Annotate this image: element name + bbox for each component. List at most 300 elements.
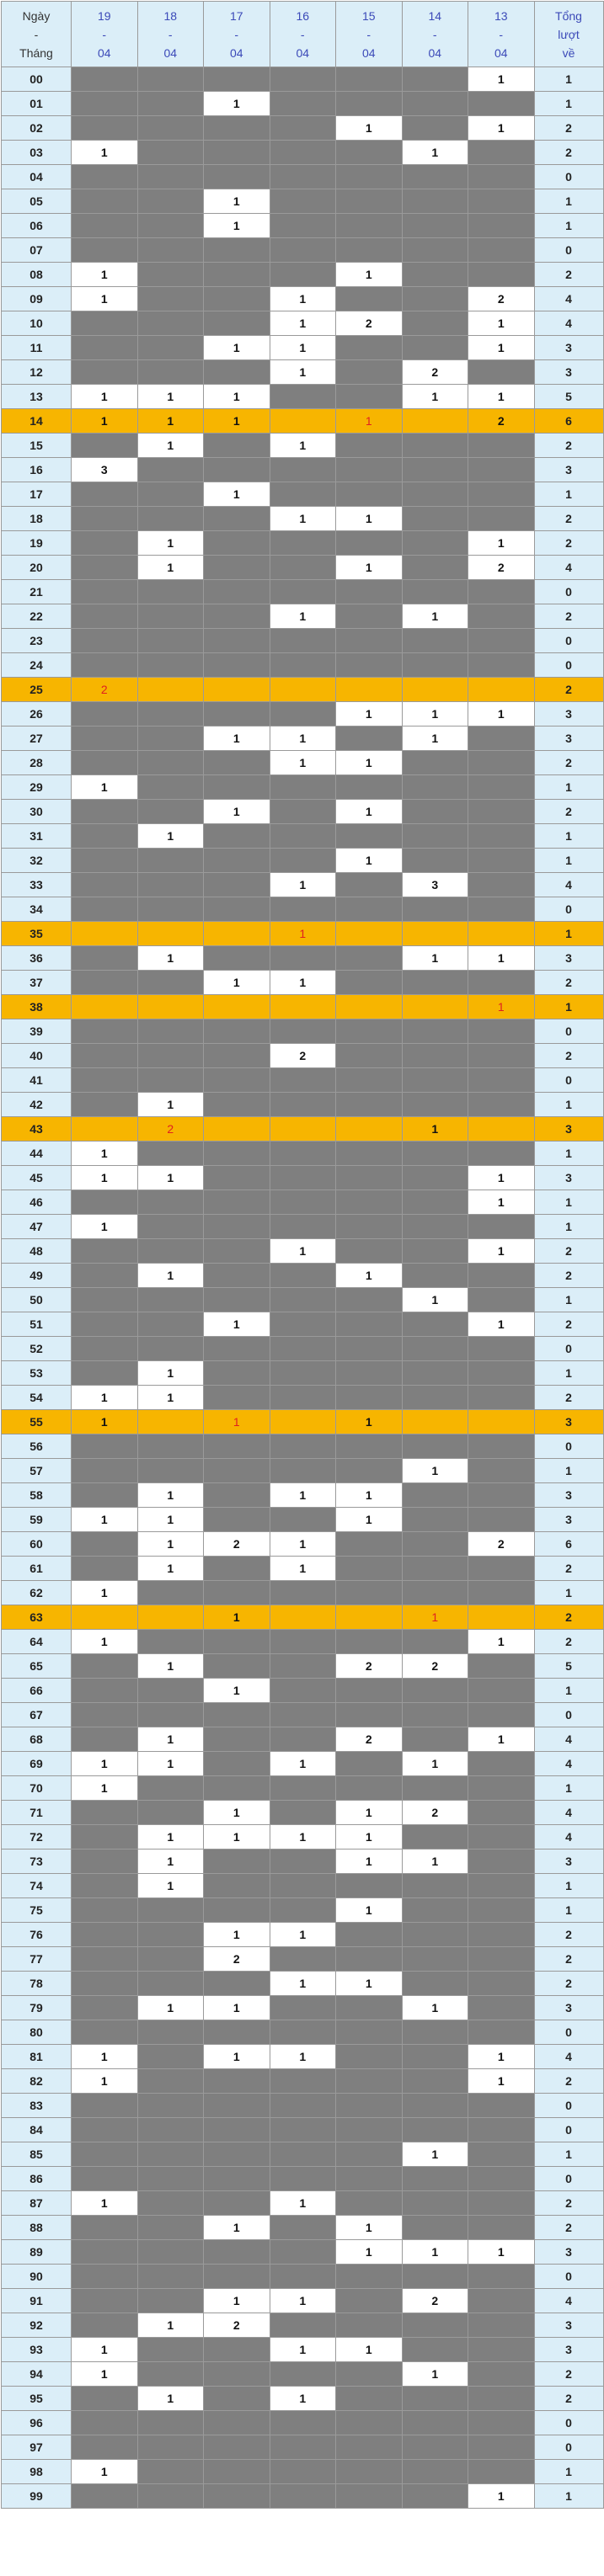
empty-cell [402, 1630, 468, 1654]
row-number-label: 05 [2, 189, 72, 214]
empty-cell [137, 311, 204, 336]
empty-cell [72, 336, 138, 360]
empty-cell [137, 214, 204, 238]
empty-cell [204, 263, 270, 287]
count-cell: 2 [137, 1117, 204, 1142]
count-cell: 1 [402, 2362, 468, 2387]
count-cell: 1 [204, 1312, 270, 1337]
table-row [2, 2167, 604, 2191]
count-cell: 1 [336, 1825, 403, 1850]
empty-cell [270, 1581, 336, 1605]
total-cell: 1 [534, 1459, 603, 1483]
empty-cell [270, 678, 336, 702]
empty-cell [204, 2338, 270, 2362]
count-cell: 1 [137, 1264, 204, 1288]
empty-cell [402, 2020, 468, 2045]
table-row [2, 1996, 604, 2020]
empty-cell [468, 1386, 535, 1410]
empty-cell [204, 1727, 270, 1752]
row-number-label: 90 [2, 2265, 72, 2289]
table-row [2, 507, 604, 531]
count-cell: 1 [72, 2338, 138, 2362]
empty-cell [72, 214, 138, 238]
empty-cell [270, 2435, 336, 2460]
empty-cell [402, 1410, 468, 1434]
empty-cell [270, 800, 336, 824]
empty-cell [72, 92, 138, 116]
row-number-label: 37 [2, 971, 72, 995]
empty-cell [336, 1923, 403, 1947]
day-column-header [468, 2, 535, 67]
row-number-label: 60 [2, 1532, 72, 1557]
empty-cell [72, 2240, 138, 2265]
header-month: 04 [296, 45, 310, 60]
empty-cell [270, 1996, 336, 2020]
empty-cell [72, 482, 138, 507]
row-number-label: 04 [2, 165, 72, 189]
count-cell: 1 [137, 2387, 204, 2411]
day-column-header [270, 2, 336, 67]
row-number-label: 36 [2, 946, 72, 971]
total-cell: 1 [534, 1874, 603, 1898]
count-cell: 1 [204, 1825, 270, 1850]
empty-cell [468, 1703, 535, 1727]
total-cell: 2 [534, 1947, 603, 1972]
empty-cell [402, 2313, 468, 2338]
day-column-header [137, 2, 204, 67]
row-number-label: 17 [2, 482, 72, 507]
table-row [2, 165, 604, 189]
count-cell: 1 [270, 1923, 336, 1947]
count-cell: 1 [336, 1898, 403, 1923]
empty-cell [270, 1142, 336, 1166]
empty-cell [72, 1557, 138, 1581]
total-cell: 1 [534, 67, 603, 92]
empty-cell [137, 1337, 204, 1361]
empty-cell [72, 1923, 138, 1947]
count-cell: 1 [270, 1557, 336, 1581]
empty-cell [468, 1068, 535, 1093]
total-cell: 1 [534, 775, 603, 800]
empty-cell [336, 458, 403, 482]
empty-cell [336, 775, 403, 800]
total-cell: 1 [534, 1679, 603, 1703]
count-cell: 1 [270, 287, 336, 311]
count-cell: 1 [137, 385, 204, 409]
empty-cell [402, 287, 468, 311]
total-cell: 3 [534, 726, 603, 751]
empty-cell [336, 2289, 403, 2313]
total-cell: 0 [534, 2094, 603, 2118]
empty-cell [270, 2142, 336, 2167]
total-cell: 3 [534, 1483, 603, 1508]
empty-cell [402, 189, 468, 214]
empty-cell [468, 849, 535, 873]
empty-cell [402, 1264, 468, 1288]
total-cell: 2 [534, 1557, 603, 1581]
count-cell: 1 [270, 971, 336, 995]
empty-cell [336, 1044, 403, 1068]
empty-cell [402, 2118, 468, 2142]
empty-cell [468, 1264, 535, 1288]
empty-cell [137, 580, 204, 604]
count-cell: 1 [336, 1972, 403, 1996]
empty-cell [402, 922, 468, 946]
header-dash: - [432, 27, 437, 41]
empty-cell [336, 604, 403, 629]
table-row [2, 214, 604, 238]
empty-cell [468, 2387, 535, 2411]
row-number-label: 87 [2, 2191, 72, 2216]
empty-cell [270, 1605, 336, 1630]
total-cell: 0 [534, 1703, 603, 1727]
table-row [2, 1093, 604, 1117]
empty-cell [468, 2313, 535, 2338]
empty-cell [137, 678, 204, 702]
header-month: 04 [163, 45, 178, 60]
total-cell: 2 [534, 507, 603, 531]
empty-cell [270, 897, 336, 922]
count-cell: 1 [72, 263, 138, 287]
count-cell: 1 [204, 726, 270, 751]
table-row [2, 1703, 604, 1727]
empty-cell [270, 1215, 336, 1239]
empty-cell [402, 1068, 468, 1093]
empty-cell [336, 2362, 403, 2387]
empty-cell [336, 897, 403, 922]
empty-cell [270, 1386, 336, 1410]
table-row [2, 2191, 604, 2216]
table-row [2, 1434, 604, 1459]
empty-cell [270, 1361, 336, 1386]
empty-cell [270, 946, 336, 971]
empty-cell [204, 2094, 270, 2118]
empty-cell [402, 507, 468, 531]
empty-cell [402, 751, 468, 775]
total-cell: 0 [534, 2435, 603, 2460]
row-number-label: 29 [2, 775, 72, 800]
empty-cell [468, 2020, 535, 2045]
total-cell: 1 [534, 1898, 603, 1923]
empty-cell [468, 507, 535, 531]
table-row [2, 1898, 604, 1923]
header-day: 17 [229, 8, 243, 23]
empty-cell [270, 189, 336, 214]
total-cell: 0 [534, 1068, 603, 1093]
empty-cell [204, 2265, 270, 2289]
empty-cell [468, 434, 535, 458]
count-cell: 1 [270, 507, 336, 531]
table-row [2, 2094, 604, 2118]
count-cell: 1 [72, 1508, 138, 1532]
empty-cell [402, 67, 468, 92]
row-number-label: 08 [2, 263, 72, 287]
empty-cell [336, 1874, 403, 1898]
table-row [2, 287, 604, 311]
row-number-label: 70 [2, 1776, 72, 1801]
table-row [2, 2265, 604, 2289]
total-cell: 3 [534, 1996, 603, 2020]
count-cell: 1 [72, 2191, 138, 2216]
empty-cell [468, 2265, 535, 2289]
row-number-label: 73 [2, 1850, 72, 1874]
empty-cell [204, 1434, 270, 1459]
table-row [2, 1679, 604, 1703]
count-cell: 1 [270, 1532, 336, 1557]
empty-cell [204, 1093, 270, 1117]
empty-cell [270, 1166, 336, 1190]
empty-cell [72, 1019, 138, 1044]
table-row [2, 263, 604, 287]
empty-cell [402, 2265, 468, 2289]
empty-cell [468, 2435, 535, 2460]
count-cell: 1 [204, 1923, 270, 1947]
empty-cell [468, 824, 535, 849]
empty-cell [270, 1776, 336, 1801]
total-cell: 5 [534, 385, 603, 409]
empty-cell [204, 287, 270, 311]
empty-cell [72, 1801, 138, 1825]
empty-cell [336, 1752, 403, 1776]
total-cell: 0 [534, 897, 603, 922]
empty-cell [204, 849, 270, 873]
count-cell: 2 [402, 2289, 468, 2313]
empty-cell [402, 1142, 468, 1166]
day-column-header [336, 2, 403, 67]
empty-cell [137, 1776, 204, 1801]
empty-cell [137, 1239, 204, 1264]
empty-cell [402, 1434, 468, 1459]
empty-cell [72, 1898, 138, 1923]
table-row [2, 751, 604, 775]
header-dash: - [168, 27, 173, 41]
empty-cell [270, 1898, 336, 1923]
total-cell: 4 [534, 1727, 603, 1752]
total-cell: 1 [534, 824, 603, 849]
empty-cell [336, 1776, 403, 1801]
empty-cell [468, 482, 535, 507]
table-row [2, 1850, 604, 1874]
empty-cell [270, 482, 336, 507]
table-row [2, 995, 604, 1019]
empty-cell [270, 2411, 336, 2435]
empty-cell [72, 1483, 138, 1508]
empty-cell [468, 922, 535, 946]
count-cell: 1 [137, 1996, 204, 2020]
empty-cell [72, 2435, 138, 2460]
row-number-label: 03 [2, 141, 72, 165]
empty-cell [468, 604, 535, 629]
empty-cell [468, 1215, 535, 1239]
empty-cell [270, 580, 336, 604]
total-cell: 1 [534, 1361, 603, 1386]
empty-cell [336, 1215, 403, 1239]
empty-cell [402, 1776, 468, 1801]
count-cell: 1 [336, 507, 403, 531]
empty-cell [468, 2167, 535, 2191]
header-day: 13 [494, 8, 508, 23]
count-cell: 1 [468, 2484, 535, 2509]
empty-cell [270, 1508, 336, 1532]
count-cell: 1 [402, 946, 468, 971]
total-cell: 3 [534, 946, 603, 971]
count-cell: 1 [468, 336, 535, 360]
empty-cell [336, 629, 403, 653]
count-cell: 1 [270, 336, 336, 360]
count-cell: 2 [402, 1801, 468, 1825]
empty-cell [137, 1972, 204, 1996]
empty-cell [402, 1825, 468, 1850]
empty-cell [72, 2094, 138, 2118]
empty-cell [270, 2313, 336, 2338]
table-row [2, 1776, 604, 1801]
empty-cell [336, 1386, 403, 1410]
empty-cell [72, 1703, 138, 1727]
empty-cell [204, 2167, 270, 2191]
empty-cell [336, 482, 403, 507]
empty-cell [336, 2020, 403, 2045]
total-cell: 1 [534, 1142, 603, 1166]
row-number-label: 96 [2, 2411, 72, 2435]
count-cell: 1 [72, 385, 138, 409]
empty-cell [137, 1801, 204, 1825]
total-cell: 6 [534, 409, 603, 434]
empty-cell [137, 2216, 204, 2240]
table-row [2, 1752, 604, 1776]
empty-cell [402, 458, 468, 482]
count-cell: 1 [270, 2387, 336, 2411]
empty-cell [336, 67, 403, 92]
empty-cell [336, 1581, 403, 1605]
empty-cell [204, 1483, 270, 1508]
empty-cell [402, 1532, 468, 1557]
empty-cell [270, 238, 336, 263]
row-number-label: 10 [2, 311, 72, 336]
count-cell: 1 [72, 1215, 138, 1239]
empty-cell [72, 629, 138, 653]
count-cell: 1 [336, 751, 403, 775]
empty-cell [72, 702, 138, 726]
table-row [2, 2313, 604, 2338]
empty-cell [336, 2191, 403, 2216]
empty-cell [336, 2484, 403, 2509]
empty-cell [336, 2313, 403, 2338]
count-cell: 1 [137, 1654, 204, 1679]
empty-cell [270, 1288, 336, 1312]
empty-cell [402, 1727, 468, 1752]
empty-cell [468, 775, 535, 800]
total-cell: 2 [534, 2069, 603, 2094]
empty-cell [270, 2216, 336, 2240]
empty-cell [204, 2387, 270, 2411]
empty-cell [336, 2045, 403, 2069]
table-row [2, 1264, 604, 1288]
empty-cell [468, 1825, 535, 1850]
count-cell: 1 [72, 1410, 138, 1434]
empty-cell [402, 1337, 468, 1361]
empty-cell [72, 165, 138, 189]
total-cell: 1 [534, 922, 603, 946]
empty-cell [468, 1581, 535, 1605]
count-cell: 1 [468, 385, 535, 409]
count-cell: 1 [72, 141, 138, 165]
empty-cell [204, 2240, 270, 2265]
empty-cell [270, 775, 336, 800]
count-cell: 1 [270, 311, 336, 336]
count-cell: 1 [270, 2338, 336, 2362]
empty-cell [204, 1166, 270, 1190]
empty-cell [270, 2094, 336, 2118]
total-cell: 2 [534, 1044, 603, 1068]
row-number-label: 65 [2, 1654, 72, 1679]
empty-cell [204, 995, 270, 1019]
table-row [2, 2045, 604, 2069]
total-cell: 1 [534, 482, 603, 507]
total-cell: 1 [534, 1288, 603, 1312]
empty-cell [72, 1459, 138, 1483]
header-text: về [562, 45, 575, 60]
empty-cell [336, 824, 403, 849]
empty-cell [468, 2411, 535, 2435]
table-row [2, 336, 604, 360]
row-number-label: 00 [2, 67, 72, 92]
empty-cell [336, 336, 403, 360]
empty-cell [204, 629, 270, 653]
total-cell: 4 [534, 1752, 603, 1776]
total-cell: 3 [534, 2313, 603, 2338]
count-cell: 1 [204, 2289, 270, 2313]
empty-cell [270, 531, 336, 556]
table-row [2, 482, 604, 507]
empty-cell [204, 1361, 270, 1386]
empty-cell [336, 580, 403, 604]
empty-cell [270, 385, 336, 409]
empty-cell [336, 360, 403, 385]
total-cell: 1 [534, 1215, 603, 1239]
count-cell: 1 [204, 409, 270, 434]
total-cell: 0 [534, 238, 603, 263]
total-cell: 2 [534, 678, 603, 702]
empty-cell [336, 1557, 403, 1581]
empty-cell [402, 2191, 468, 2216]
empty-cell [204, 1898, 270, 1923]
empty-cell [137, 1581, 204, 1605]
empty-cell [336, 287, 403, 311]
count-cell: 1 [137, 556, 204, 580]
empty-cell [468, 2118, 535, 2142]
count-cell: 1 [137, 1361, 204, 1386]
total-cell: 0 [534, 580, 603, 604]
count-cell: 2 [468, 1532, 535, 1557]
empty-cell [270, 409, 336, 434]
row-number-label: 82 [2, 2069, 72, 2094]
empty-cell [204, 1117, 270, 1142]
empty-cell [468, 238, 535, 263]
count-cell: 1 [204, 92, 270, 116]
empty-cell [72, 1434, 138, 1459]
empty-cell [204, 2142, 270, 2167]
empty-cell [137, 1019, 204, 1044]
header-dash: - [102, 27, 107, 41]
count-cell: 1 [270, 2289, 336, 2313]
header-day: 19 [97, 8, 111, 23]
empty-cell [468, 2460, 535, 2484]
total-cell: 4 [534, 2045, 603, 2069]
empty-cell [402, 1190, 468, 1215]
empty-cell [336, 141, 403, 165]
empty-cell [270, 556, 336, 580]
empty-cell [402, 2045, 468, 2069]
